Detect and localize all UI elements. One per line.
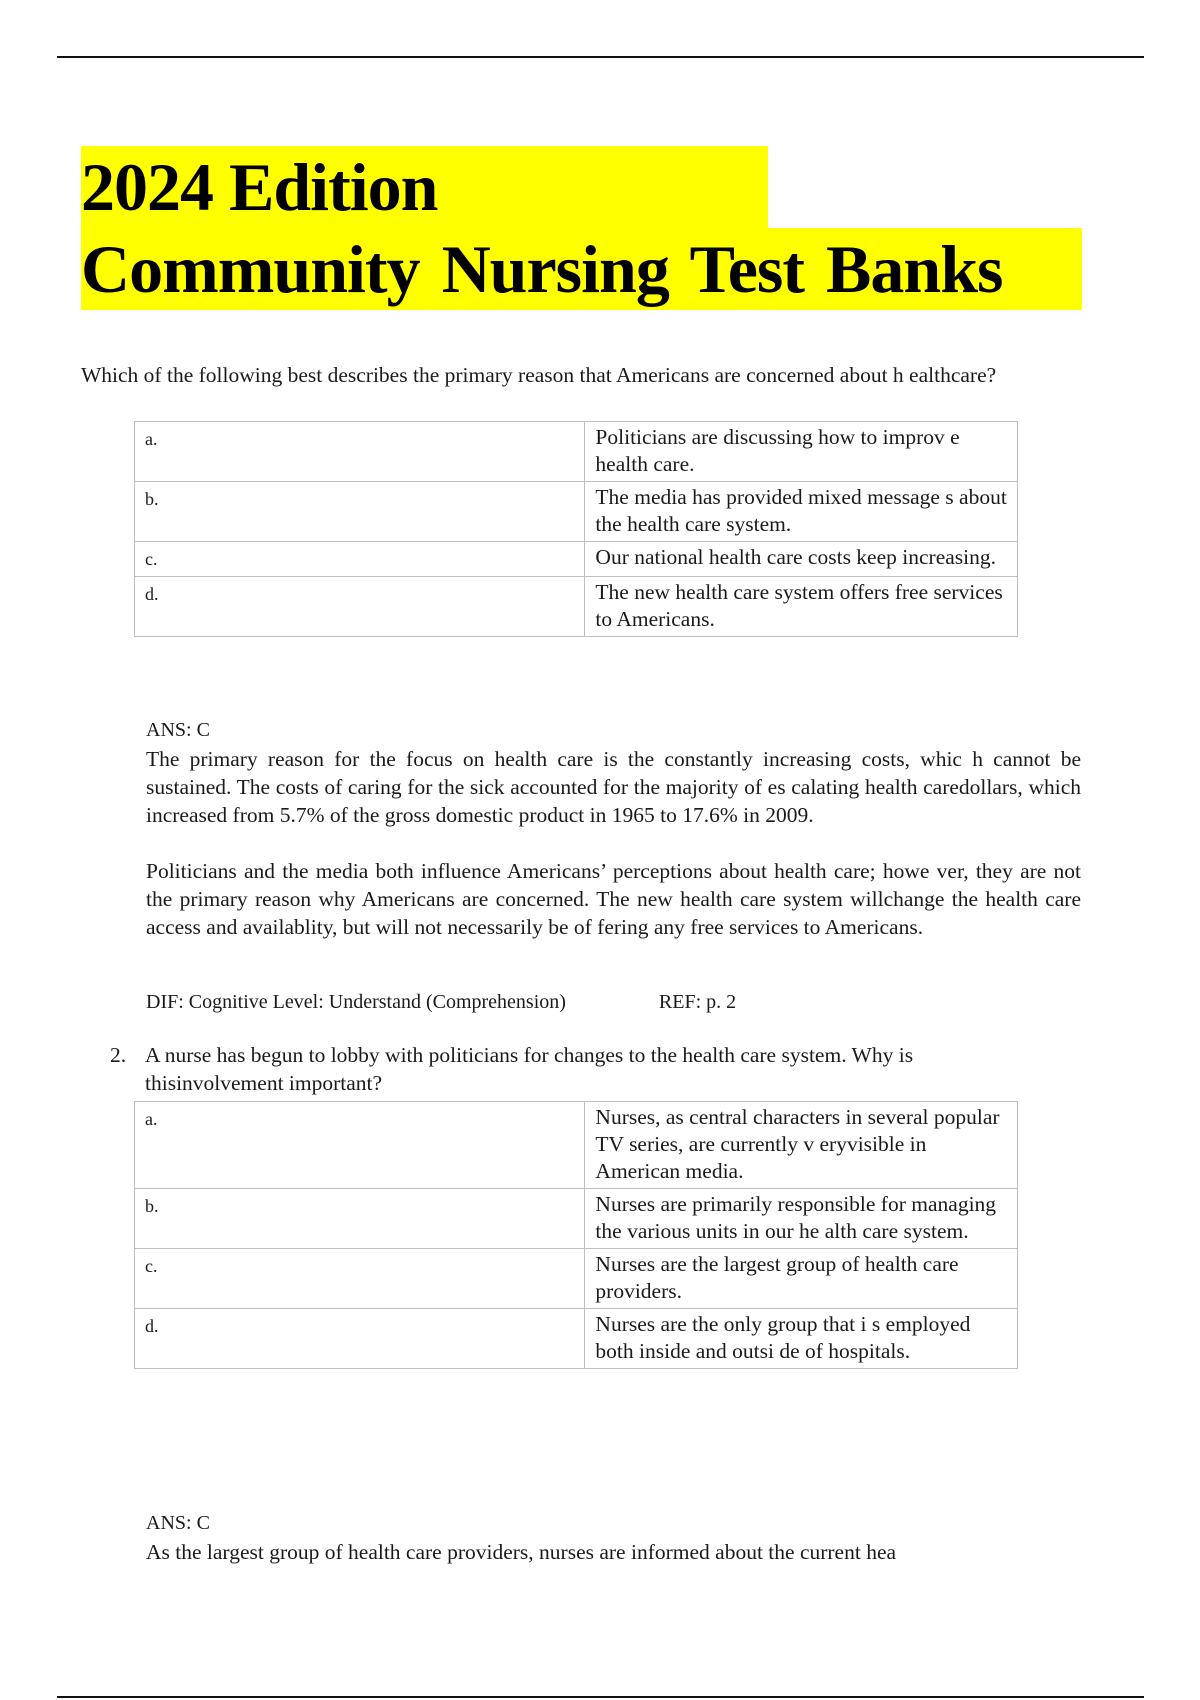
option-text: Nurses are primarily responsible for managing the various units in our he alth care system.: [585, 1189, 1018, 1249]
question-2-rationale-1: As the largest group of health care providers, nurses are informed about the current hea: [146, 1540, 897, 1564]
option-row: [135, 542, 1018, 577]
reference-label: REF: p. 2: [658, 991, 737, 1013]
option-row: [135, 1309, 1018, 1369]
top-rule: [57, 56, 1144, 58]
option-text: Nurses are the only group that i s employed both inside and outsi de of hospitals.: [585, 1309, 1018, 1369]
difficulty-label: DIF: Cognitive Level: Understand (Comprehension): [146, 991, 566, 1013]
option-text: Nurses, as central characters in several popular TV series, are currently v eryvisible in American media.: [585, 1102, 1018, 1189]
option-text: Politicians are discussing how to improv e health care.: [585, 422, 1018, 482]
question-1-stem: Which of the following best describes the primary reason that Americans are concerned about h ealthcare?: [81, 363, 997, 387]
question-1-meta: [146, 991, 736, 1014]
title-line-1: 2024 Edition: [81, 146, 768, 228]
question-1-options: [134, 421, 1018, 637]
option-letter: d.: [135, 577, 585, 637]
question-1-rationale-1: The primary reason for the focus on health care is the constantly increasing costs, whic h cannot be sustained. The costs of caring for the sick accounted for the majority of es calating health caredollars, which increased from 5.7% of the gross domestic product in 1965 to 17.6% in 2009.: [146, 747, 1081, 827]
bottom-rule: [57, 1696, 1144, 1698]
option-letter: b.: [135, 482, 585, 542]
option-row: [135, 422, 1018, 482]
option-text: The media has provided mixed message s about the health care system.: [585, 482, 1018, 542]
option-letter: c.: [135, 542, 585, 577]
option-row: [135, 1189, 1018, 1249]
option-letter: d.: [135, 1309, 585, 1369]
question-2-options: [134, 1101, 1018, 1369]
option-letter: c.: [135, 1249, 585, 1309]
title-line-2: Community Nursing Test Banks: [81, 228, 1082, 310]
option-text: Our national health care costs keep increasing.: [585, 542, 1018, 577]
question-number: 2.: [110, 1043, 127, 1067]
option-row: [135, 482, 1018, 542]
document-title: [81, 146, 1082, 310]
option-row: [135, 1249, 1018, 1309]
question-2: [110, 1041, 1030, 1097]
option-letter: a.: [135, 1102, 585, 1189]
option-text: The new health care system offers free services to Americans.: [585, 577, 1018, 637]
option-letter: b.: [135, 1189, 585, 1249]
option-row: [135, 577, 1018, 637]
option-row: [135, 1102, 1018, 1189]
question-1-answer: ANS: C: [146, 719, 210, 741]
option-letter: a.: [135, 422, 585, 482]
question-2-answer: ANS: C: [146, 1512, 210, 1534]
option-text: Nurses are the largest group of health care providers.: [585, 1249, 1018, 1309]
question-1-rationale-2: Politicians and the media both influence Americans’ perceptions about health care; howe ver, they are not the primary reason why Americans are concerned. The new health care system willchange the health care access and availablity, but will not necessarily be of fering any free services to Americans.: [146, 859, 1081, 939]
question-2-stem: A nurse has begun to lobby with politicians for changes to the health care system. Why is thisinvolvement important?: [145, 1043, 914, 1095]
